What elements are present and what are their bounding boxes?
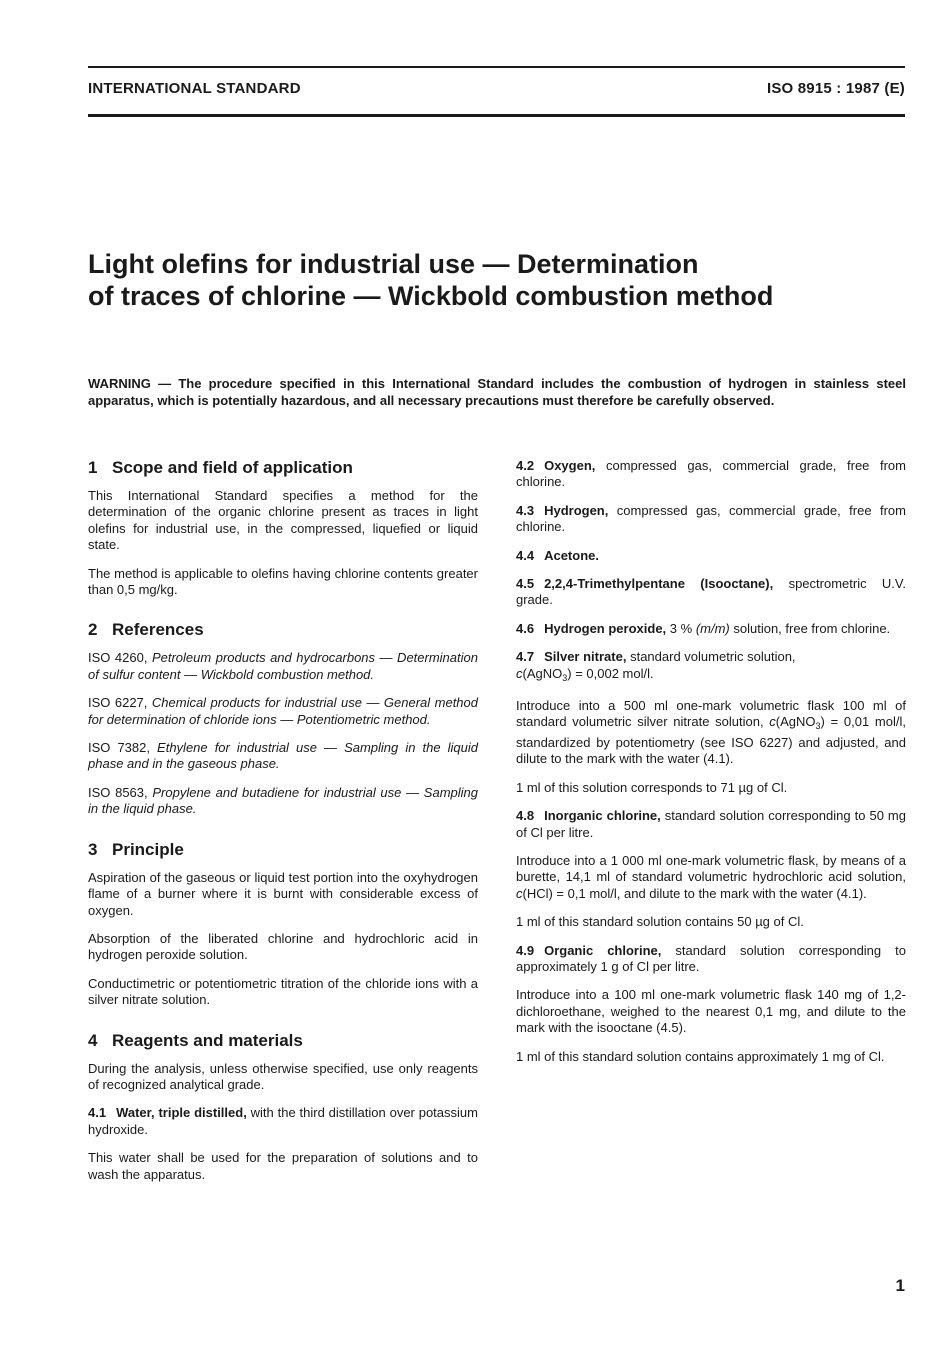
top-rule [88, 66, 905, 68]
right-column [516, 458, 906, 1077]
warning-notice: WARNING — The procedure specified in this International Standard includes the combustion of hydrogen in stainless steel apparatus, which is potentially hazardous, and all necessary precautions must therefore be carefully observed. [88, 376, 906, 408]
paragraph: Introduce into a 500 ml one-mark volumetric flask 100 ml of standard volumetric silver nitrate solution, c(AgNO$_3$) = 0,01 mol/l, standardized by potentiometry (see ISO 6227) and adjusted, and dilute to the mark with the water (4.1). [516, 698, 906, 767]
clause-4-5: 4.5 2,2,4-Trimethylpentane (Isooctane), spectrometric U.V. grade. [516, 576, 906, 608]
reference-item: ISO 8563, Propylene and butadiene for industrial use — Sampling in the liquid phase. [88, 784, 478, 817]
page-number: 1 [895, 1276, 905, 1295]
section-heading: 4 Reagents and materials [88, 1030, 303, 1050]
clause-4-2: 4.2 Oxygen, compressed gas, commercial grade, free from chlorine. [516, 458, 906, 490]
clause-4-1: 4.1 Water, triple distilled, with the third distillation over potassium hydroxide. [88, 1105, 478, 1137]
section-heading: 3 Principle [88, 839, 184, 859]
document-title [88, 248, 908, 312]
section-principle [88, 840, 478, 1009]
paragraph: Introduce into a 1 000 ml one-mark volumetric flask, by means of a burette, 14,1 ml of standard volumetric hydrochloric acid solution, c(HCl) = 0,1 mol/l, and dilute to the mark with the water (4.1). [516, 852, 906, 901]
section-scope [88, 458, 478, 598]
clause-4-7: 4.7 Silver nitrate, standard volumetric solution, c(AgNO$_3$) = 0,002 mol/l. [516, 649, 796, 683]
section-references [88, 620, 478, 817]
section-reagents [88, 1031, 478, 1183]
paragraph: Absorption of the liberated chlorine and hydrochloric acid in hydrogen peroxide solution. [88, 930, 478, 963]
left-column [88, 458, 478, 1205]
header-standard-type: INTERNATIONAL STANDARD [88, 80, 301, 97]
paragraph: This water shall be used for the preparation of solutions and to wash the apparatus. [88, 1150, 478, 1182]
clause-4-3: 4.3 Hydrogen, compressed gas, commercial grade, free from chlorine. [516, 502, 906, 535]
clause-4-4: 4.4 Acetone. [516, 547, 599, 563]
paragraph: Aspiration of the gaseous or liquid test portion into the oxyhydrogen flame of a burner where it is burnt with considerable excess of oxygen. [88, 869, 478, 918]
title-line-2: of traces of chlorine — Wickbold combustion method [88, 281, 774, 311]
paragraph: 1 ml of this solution corresponds to 71 µg of Cl. [516, 779, 788, 795]
reference-item: ISO 4260, Petroleum products and hydrocarbons — Determination of sulfur content — Wickbold combustion method. [88, 650, 478, 682]
clause-4-9: 4.9 Organic chlorine, standard solution corresponding to approximately 1 g of Cl per litre. [516, 942, 906, 974]
paragraph: The method is applicable to olefins having chlorine contents greater than 0,5 mg/kg. [88, 565, 478, 598]
paragraph: Conductimetric or potentiometric titration of the chloride ions with a silver nitrate solution. [88, 975, 478, 1008]
paragraph: This International Standard specifies a method for the determination of the organic chlorine present as traces in light olefins for industrial use, in the compressed, liquefied or liquid state. [88, 488, 478, 553]
paragraph: Introduce into a 100 ml one-mark volumetric flask 140 mg of 1,2-dichloroethane, weighed to the nearest 0,1 mg, and dilute to the mark with the isooctane (4.5). [516, 987, 906, 1036]
clause-4-6: 4.6 Hydrogen peroxide, 3 % (m/m) solution, free from chlorine. [516, 620, 891, 636]
section-heading: 1 Scope and field of application [88, 458, 353, 477]
header-standard-number: ISO 8915 : 1987 (E) [766, 80, 905, 97]
clause-4-8: 4.8 Inorganic chlorine, standard solution corresponding to 50 mg of Cl per litre. [516, 808, 906, 840]
header-rule [88, 114, 905, 117]
paragraph: 1 ml of this standard solution contains approximately 1 mg of Cl. [516, 1048, 885, 1064]
paragraph: 1 ml of this standard solution contains 50 µg of Cl. [516, 914, 804, 930]
paragraph: During the analysis, unless otherwise specified, use only reagents of recognized analytical grade. [88, 1060, 478, 1092]
reference-item: ISO 6227, Chemical products for industrial use — General method for determination of chloride ions — Potentiometric method. [88, 695, 478, 727]
reference-item: ISO 7382, Ethylene for industrial use — Sampling in the liquid phase and in the gaseous phase. [88, 740, 478, 772]
section-heading: 2 References [88, 620, 204, 640]
title-line-1: Light olefins for industrial use — Determination [88, 249, 699, 279]
